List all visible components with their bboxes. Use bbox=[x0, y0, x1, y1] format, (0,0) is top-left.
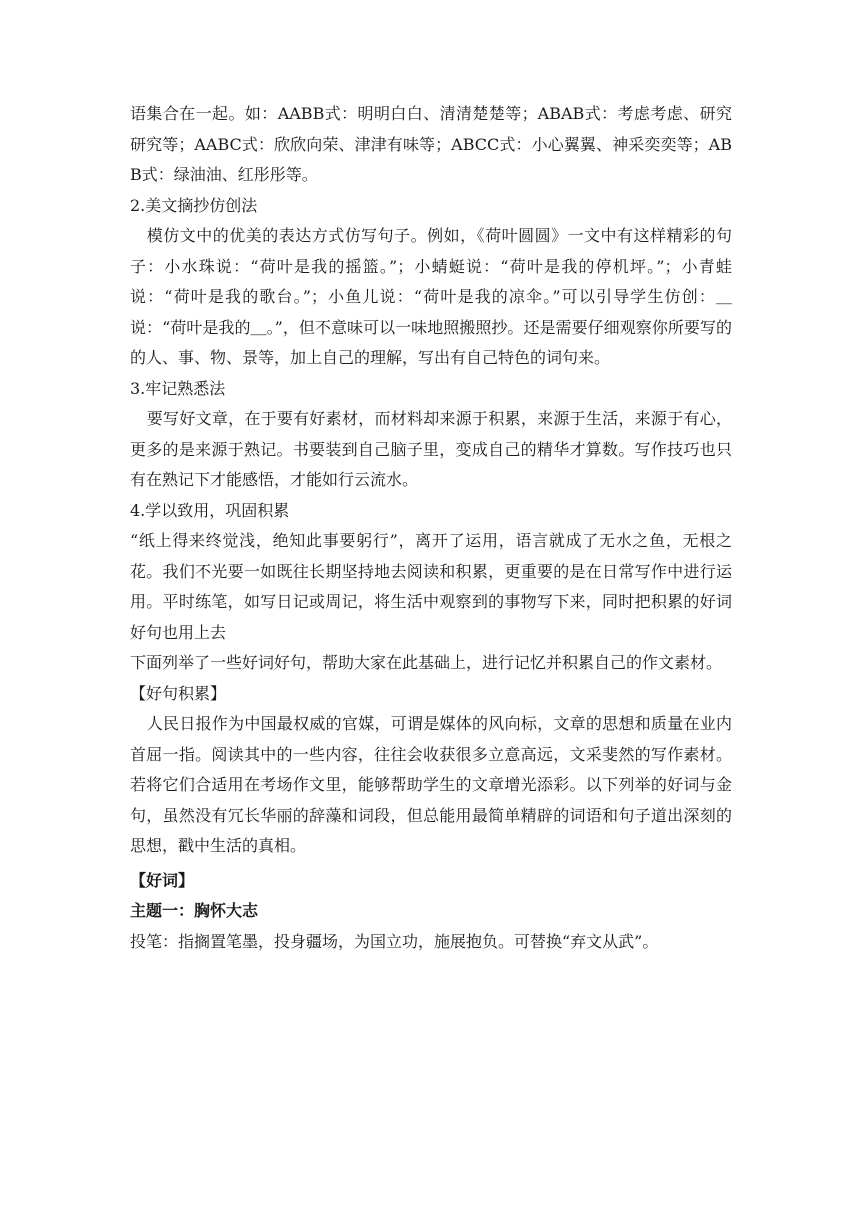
paragraph-method-3: 要写好文章，在于要有好素材，而材料却来源于积累，来源于生活，来源于有心，更多的是来源于熟记。书要装到自己脑子里，变成自己的精华才算数。写作技巧也只有在熟记下才能感悟，才能如行云流水。 bbox=[130, 409, 732, 489]
document-body bbox=[130, 99, 732, 957]
heading-method-4: 4.学以致用，巩固积累 bbox=[130, 500, 290, 520]
paragraph-peoples-daily: 人民日报作为中国最权威的官媒，可谓是媒体的风向标，文章的思想和质量在业内首屈一指。阅读其中的一些内容，往往会收获很多立意高远，文采斐然的写作素材。若将它们合适用在考场作文里，能够帮助学生的文章增光添彩。以下列举的好词与金句，虽然没有冗长华丽的辞藻和词段，但总能用最简单精辟的词语和句子道出深刻的思想，戳中生活的真相。 bbox=[130, 714, 732, 855]
paragraph-method-4: “纸上得来终觉浅，绝知此事要躬行”，离开了运用，语言就成了无水之鱼，无根之花。我们不光要一如既往长期坚持地去阅读和积累，更重要的是在日常写作中进行运用。平时练笔，如写日记或周记，将生活中观察到的事物写下来，同时把积累的好词好句也用上去 bbox=[130, 531, 732, 642]
paragraph-intro-examples: 下面列举了一些好词好句，帮助大家在此基础上，进行记忆并积累自己的作文素材。 bbox=[130, 653, 723, 672]
section-title-good-sentences: 【好句积累】 bbox=[130, 683, 227, 703]
intro-paragraph-continuation: 语集合在一起。如：AABB式：明明白白、清清楚楚等；ABAB式：考虑考虑、研究研究等；AABC式：欣欣向荣、津津有味等；ABCC式：小心翼翼、神采奕奕等；ABB式：绿油油、红彤彤等。 bbox=[130, 104, 732, 184]
heading-method-3: 3.牢记熟悉法 bbox=[130, 378, 226, 398]
paragraph-method-2: 模仿文中的优美的表达方式仿写句子。例如，《荷叶圆圆》一文中有这样精彩的句子：小水珠说：“荷叶是我的摇篮。”；小蜻蜓说：“荷叶是我的停机坪。”；小青蛙说：“荷叶是我的歌台。”；小鱼儿说：“荷叶是我的凉伞。”可以引导学生仿创：＿ 说：“荷叶是我的＿。”，但不意味可以一味地照搬照抄。还是需要仔细观察你所要写的的人、事、物、景等，加上自己的理解，写出有自己特色的词句来。 bbox=[130, 226, 732, 367]
heading-method-2: 2.美文摘抄仿创法 bbox=[130, 195, 258, 215]
word-entry-1: 投笔：指搁置笔墨，投身疆场，为国立功，施展抱负。可替换“弃文从武”。 bbox=[130, 931, 659, 951]
section-title-good-words: 【好词】 bbox=[130, 870, 195, 890]
theme-title-1: 主题一：胸怀大志 bbox=[130, 901, 259, 920]
